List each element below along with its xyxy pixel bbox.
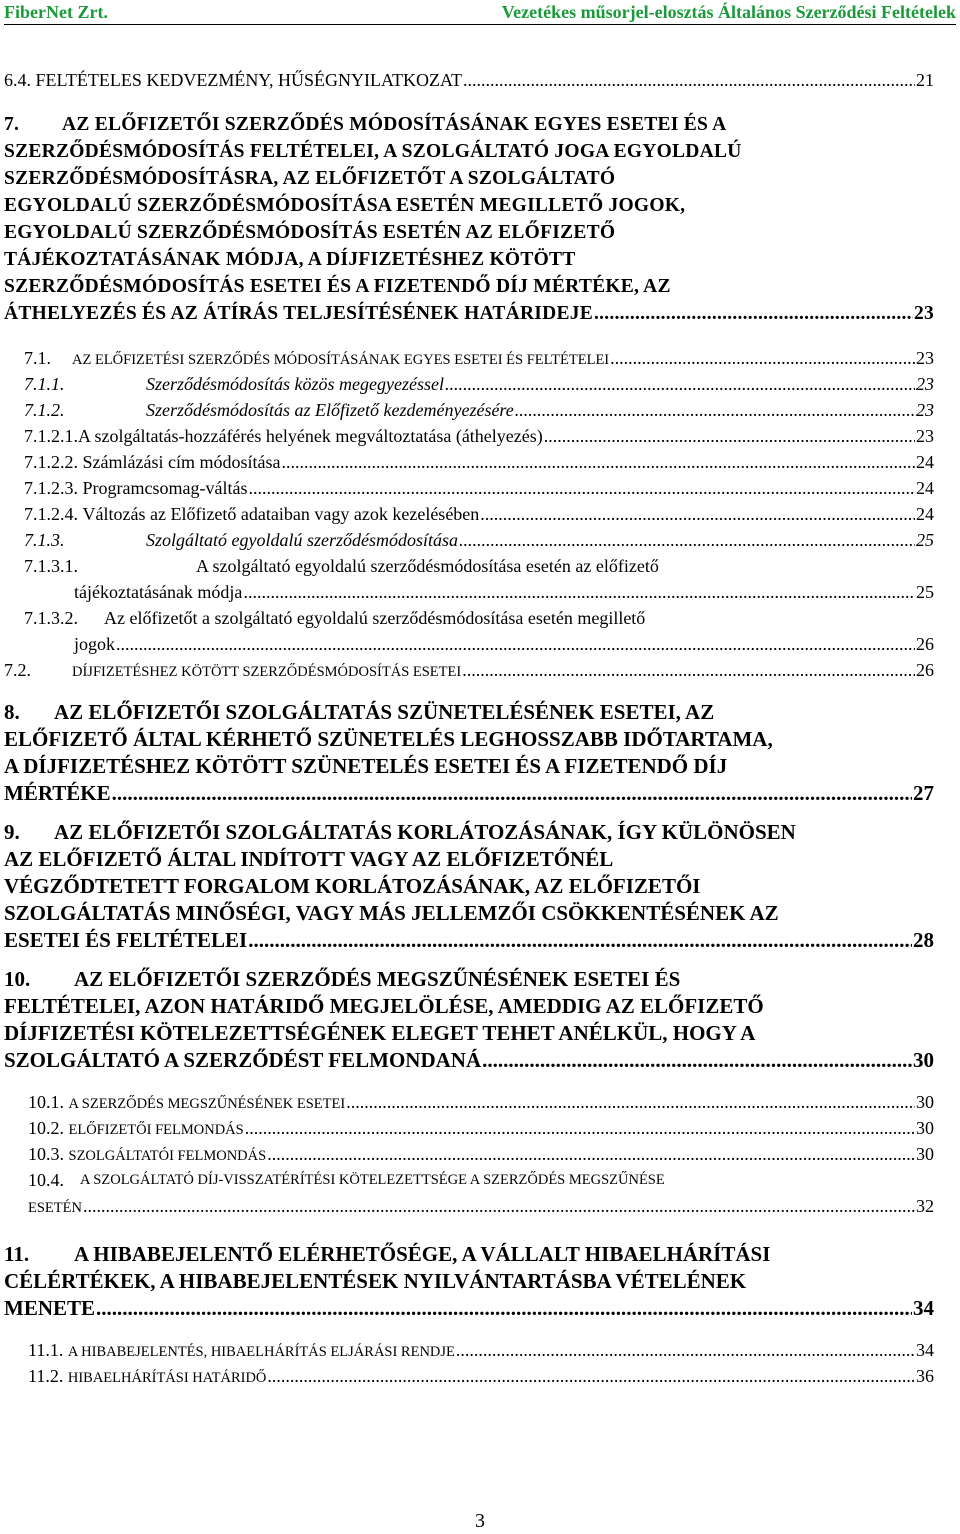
page-number: 3: [475, 1510, 485, 1532]
company-name: FiberNet Zrt.: [4, 2, 108, 22]
toc-page: 27: [913, 781, 934, 805]
toc-leader: [267, 1366, 915, 1387]
toc-entry-11-2[interactable]: 11.2. HIBAELHÁRÍTÁSI HATÁRIDŐ ..... 36: [28, 1366, 934, 1387]
toc-page: 23: [914, 303, 934, 324]
header-rule: [4, 24, 956, 25]
toc-page: 23: [916, 348, 934, 368]
toc-leader: [96, 1296, 912, 1321]
toc-leader: [462, 660, 915, 681]
toc-leader: [456, 1340, 915, 1361]
toc-page: 24: [916, 478, 934, 498]
toc-page: 26: [916, 634, 934, 654]
toc-entry-number: 11.: [4, 1242, 30, 1266]
toc-leader: [346, 1092, 915, 1113]
toc-entry-number: 10.: [4, 967, 31, 991]
toc-page: 25: [916, 582, 934, 602]
toc-page: 24: [916, 452, 934, 472]
toc-leader: [116, 634, 915, 655]
toc-leader: [544, 426, 915, 447]
toc-leader: [480, 504, 915, 525]
page-header: [0, 2, 960, 24]
toc-entry-10-3[interactable]: 10.3. SZOLGÁLTATÓI FELMONDÁS ..... 30: [28, 1144, 934, 1165]
toc-entry-number: 8.: [4, 700, 20, 724]
toc-leader: [248, 478, 915, 499]
toc-page: 30: [916, 1144, 934, 1164]
toc-page: 34: [913, 1296, 934, 1320]
toc-page: 34: [916, 1340, 934, 1360]
toc-page: 30: [913, 1048, 934, 1072]
toc-page: 23: [916, 374, 934, 394]
toc-entry-7-1-1[interactable]: 7.1.1. Szerződésmódosítás közös megegyezéssel ..... 23: [24, 374, 934, 395]
toc-page: 28: [913, 928, 934, 952]
toc-leader: [248, 928, 912, 953]
toc-entry-7-1[interactable]: 7.1. AZ ELŐFIZETÉSI SZERZŐDÉS MÓDOSÍTÁSÁNAK EGYES ESETEI ÉS FELTÉTELEI ..... 23: [24, 348, 934, 369]
toc-page: 26: [916, 660, 934, 680]
toc-leader: [83, 1196, 915, 1217]
toc-entry-7-1-2-3[interactable]: 7.1.2.3. Programcsomag-váltás ..... 24: [24, 478, 934, 499]
document-title: Vezetékes műsorjel-elosztás Általános Szerződési Feltételek: [501, 2, 956, 22]
toc-page: 32: [916, 1196, 934, 1216]
toc-entry-7-1-3[interactable]: 7.1.3. Szolgáltató egyoldalú szerződésmódosítása ..... 25: [24, 530, 934, 551]
toc-page: 24: [916, 504, 934, 524]
toc-page: 36: [916, 1366, 934, 1386]
toc-entry-title: FELTÉTELES KEDVEZMÉNY, HŰSÉGNYILATKOZAT: [35, 70, 462, 90]
toc-page: 21: [916, 70, 934, 90]
toc-leader: [463, 70, 915, 91]
toc-leader: [112, 781, 912, 806]
toc-page: 30: [916, 1092, 934, 1112]
toc-leader: [459, 530, 915, 551]
toc-leader: [245, 1118, 915, 1139]
toc-entry-11-1[interactable]: 11.1. A HIBABEJELENTÉS, HIBAELHÁRÍTÁS ELJÁRÁSI RENDJE ..... 34: [28, 1340, 934, 1361]
toc-page: 23: [916, 400, 934, 420]
toc-entry-7-1-2-4[interactable]: 7.1.2.4. Változás az Előfizető adataiban vagy azok kezelésében ..... 24: [24, 504, 934, 525]
toc-leader: [594, 303, 913, 325]
toc-page: 25: [916, 530, 934, 550]
toc-entry-7-1-2-2[interactable]: 7.1.2.2. Számlázási cím módosítása ..... 24: [24, 452, 934, 473]
toc-entry-6-4[interactable]: 6.4. FELTÉTELES KEDVEZMÉNY, HŰSÉGNYILATKOZAT ..... 21: [4, 70, 934, 91]
toc-entry-7-1-2[interactable]: 7.1.2. Szerződésmódosítás az Előfizető kezdeményezésére ..... 23: [24, 400, 934, 421]
toc-leader: [267, 1144, 915, 1165]
toc-entry-10-1[interactable]: 10.1. A SZERZŐDÉS MEGSZŰNÉSÉNEK ESETEI ..... 30: [28, 1092, 934, 1113]
toc-page: 30: [916, 1118, 934, 1138]
toc-entry-number: 7.: [4, 114, 20, 135]
toc-leader: [515, 400, 915, 421]
toc-entry-number: 9.: [4, 820, 20, 844]
toc-entry-7-1-2-1[interactable]: 7.1.2.1. A szolgáltatás-hozzáférés helyének megváltoztatása (áthelyezés) ..... 23: [24, 426, 934, 447]
toc-leader: [243, 582, 915, 603]
toc-leader: [281, 452, 915, 473]
toc-leader: [610, 348, 915, 369]
toc-entry-7-2[interactable]: 7.2. DÍJFIZETÉSHEZ KÖTÖTT SZERZŐDÉSMÓDOSÍTÁS ESETEI ..... 26: [4, 660, 934, 681]
toc-leader: [482, 1048, 912, 1073]
toc-page: 23: [916, 426, 934, 446]
toc-entry-10-2[interactable]: 10.2. ELŐFIZETŐI FELMONDÁS ..... 30: [28, 1118, 934, 1139]
toc-leader: [445, 374, 915, 395]
